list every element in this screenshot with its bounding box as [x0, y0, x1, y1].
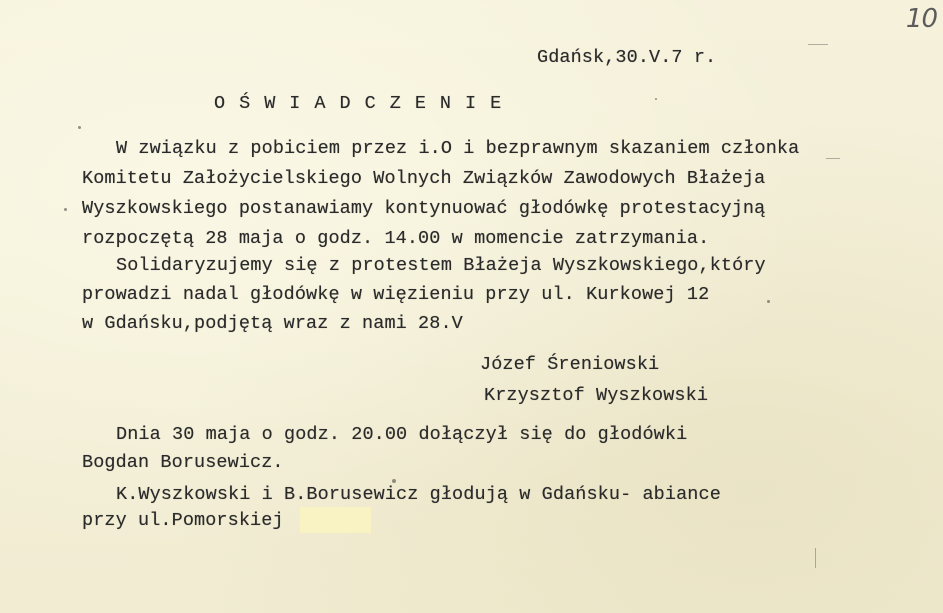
paragraph-line-3: Wyszkowskiego postanawiamy kontynuować głodówkę protestacyjną	[82, 198, 766, 219]
signature-wyszkowski: Krzysztof Wyszkowski	[484, 385, 709, 406]
ink-speck	[655, 98, 657, 100]
page-number: 10	[905, 4, 937, 34]
paragraph-line-2: Komitetu Założycielskiego Wolnych Związków Zawodowych Błażeja	[82, 168, 766, 189]
place-date: Gdańsk,30.V.7 r.	[537, 47, 717, 68]
ink-speck	[64, 208, 67, 211]
paragraph-line-6: prowadzi nadal głodówkę w więzieniu przy ul. Kurkowej 12	[82, 284, 710, 305]
redaction-patch	[300, 507, 371, 533]
ink-speck	[767, 300, 770, 303]
addendum-line-1: Dnia 30 maja o godz. 20.00 dołączył się do głodówki	[116, 424, 688, 445]
signature-sreniowski: Józef Śreniowski	[480, 354, 660, 375]
margin-mark	[826, 158, 840, 159]
addendum-line-3: K.Wyszkowski i B.Borusewicz głodują w Gdańsku- abiance	[116, 484, 721, 505]
paragraph-line-7: w Gdańsku,podjętą wraz z nami 28.V	[82, 313, 463, 334]
addendum-line-2: Bogdan Borusewicz.	[82, 452, 284, 473]
paragraph-line-1: W związku z pobiciem przez i.O i bezprawnym skazaniem członka	[116, 138, 800, 159]
paragraph-line-4: rozpoczętą 28 maja o godz. 14.00 w momencie zatrzymania.	[82, 228, 710, 249]
document-title: OŚWIADCZENIE	[214, 93, 516, 114]
paragraph-line-5: Solidaryzujemy się z protestem Błażeja Wyszkowskiego,który	[116, 255, 766, 276]
margin-mark	[808, 44, 828, 45]
ink-speck	[78, 126, 81, 129]
margin-mark	[815, 548, 816, 568]
addendum-line-4: przy ul.Pomorskiej	[82, 510, 284, 531]
ink-speck	[392, 479, 396, 483]
